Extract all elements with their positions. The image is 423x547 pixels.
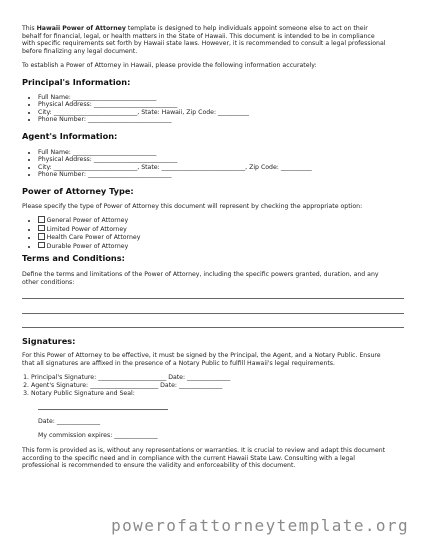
checkbox-icon[interactable]	[38, 242, 45, 249]
principal-signature[interactable]: 1. Principal's Signature: ______________________ Date: ______________	[31, 374, 230, 382]
option-label: Durable Power of Attorney	[46, 242, 129, 250]
principal-heading: Principal's Information:	[22, 77, 131, 87]
terms-line-1: Define the terms and limitations of the Power of Attorney, including the specific powers granted, duration, and any	[22, 271, 379, 278]
agent-phone[interactable]: • Phone Number: ___________________________	[38, 171, 312, 178]
agent-full-name[interactable]: • Full Name: ___________________________	[38, 149, 312, 156]
site-watermark: powerofattorneytemplate.org	[111, 516, 409, 535]
commission-expires[interactable]: My commission expires: ______________	[38, 432, 158, 439]
intro-bold-title: Hawaii Power of Attorney	[36, 25, 126, 32]
agent-address[interactable]: • Physical Address: ___________________________	[38, 156, 312, 163]
principal-full-name[interactable]: • Full Name: ___________________________	[38, 94, 249, 101]
notary-signature-line[interactable]	[38, 409, 168, 410]
intro-post: template is designed to help individuals appoint someone else to act on their	[125, 25, 368, 32]
establish-text: To establish a Power of Attorney in Hawaii, please provide the following information accurately:	[22, 62, 317, 69]
checkbox-icon[interactable]	[38, 216, 45, 223]
principal-address[interactable]: • Physical Address: ___________________________	[38, 101, 249, 108]
intro-line-1	[22, 25, 368, 33]
intro-line-4: before finalizing any legal document.	[22, 47, 138, 55]
signature-list	[22, 374, 230, 397]
option-label: Health Care Power of Attorney	[46, 234, 141, 242]
disclaimer-line-2: according to the specific need and in compliance with the current Hawaii State Law. Consulting with a legal	[22, 454, 355, 462]
poa-type-instruction: Please specify the type of Power of Attorney this document will represent by checking the appropriate option:	[22, 203, 363, 210]
poa-type-options	[30, 216, 140, 250]
signatures-line-1: For this Power of Attorney to be effective, it must be signed by the Principal, the Agent, and a Notary Public. Ensure	[22, 352, 381, 359]
agent-list	[30, 149, 312, 179]
terms-blank-line[interactable]	[22, 313, 404, 314]
agent-heading: Agent's Information:	[22, 131, 118, 141]
principal-list	[30, 94, 249, 124]
option-durable-poa[interactable]	[38, 242, 140, 251]
option-limited-poa[interactable]	[38, 225, 140, 234]
principal-city-state-zip[interactable]: • City: ___________________________, State: Hawaii, Zip Code: __________	[38, 109, 249, 116]
terms-line-2: other conditions:	[22, 278, 75, 286]
terms-blank-line[interactable]	[22, 327, 404, 328]
terms-heading: Terms and Conditions:	[22, 253, 125, 263]
intro-pre: This	[22, 25, 37, 32]
notary-signature-label: 3. Notary Public Signature and Seal:	[31, 390, 230, 398]
signatures-line-2: that all signatures are affixed in the presence of a Notary Public to fulfill Hawaii's legal requirements.	[22, 359, 335, 367]
principal-phone[interactable]: • Phone Number: ___________________________	[38, 116, 249, 123]
signatures-heading: Signatures:	[22, 336, 76, 346]
disclaimer-line-1: This form is provided as is, without any representations or warranties. It is crucial to review and adapt this document	[22, 447, 386, 454]
option-label: Limited Power of Attorney	[46, 225, 127, 233]
intro-line-2: behalf for financial, legal, or health matters in the State of Hawaii. This document is intended to be in compliance	[22, 32, 375, 40]
option-label: General Power of Attorney	[46, 217, 129, 225]
disclaimer-line-3: professional is recommended to ensure the validity and enforceability of this document.	[22, 462, 296, 470]
checkbox-icon[interactable]	[38, 233, 45, 240]
notary-date[interactable]: Date: ______________	[38, 418, 101, 425]
agent-city-state-zip[interactable]: • City: ___________________________, State: ___________________________, Zip Code: __________	[38, 164, 312, 171]
poa-type-heading: Power of Attorney Type:	[22, 186, 134, 196]
option-general-poa[interactable]	[38, 216, 140, 225]
terms-blank-line[interactable]	[22, 298, 404, 299]
checkbox-icon[interactable]	[38, 225, 45, 232]
option-health-care-poa[interactable]	[38, 233, 140, 242]
intro-line-3: with specific requirements set forth by Hawaii state laws. However, it is recommended to consult a legal professional	[22, 40, 386, 48]
agent-signature[interactable]: 2. Agent's Signature: ______________________ Date: ______________	[31, 382, 230, 390]
